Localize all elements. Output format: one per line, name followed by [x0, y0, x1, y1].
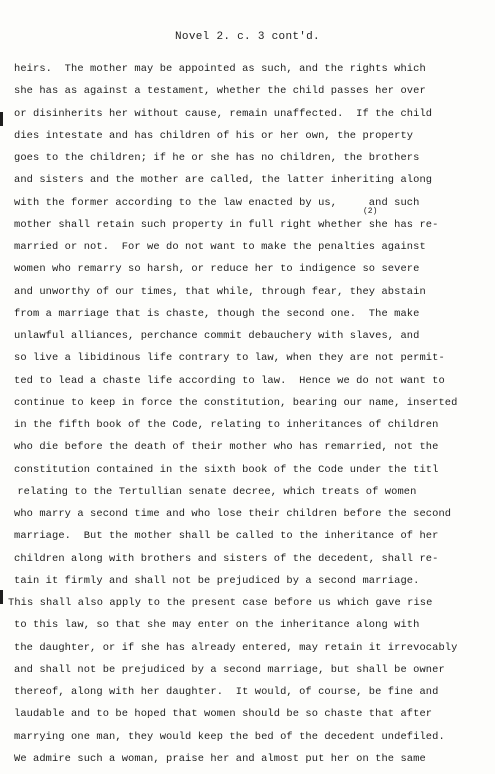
text-line: and sisters and the mother are called, the latter inheriting along — [14, 174, 433, 187]
text-line: ted to lead a chaste life according to law. Hence we do not want to — [14, 374, 445, 387]
text-line: tain it firmly and shall not be prejudiced by a second marriage. — [14, 574, 420, 587]
text-line: constitution contained in the sixth book of the Code under the titl — [14, 463, 439, 476]
text-line: and unworthy of our times, that while, through fear, they abstain — [14, 285, 426, 298]
text-line: marrying one man, they would keep the bed of the decedent undefiled. — [14, 730, 445, 743]
text-line: who marry a second time and who lose their children before the second — [14, 508, 452, 520]
text-line: who die before the death of their mother who has remarried, not the — [14, 441, 439, 454]
text-line: so live a libidinous life contrary to law, when they are not permit- — [14, 352, 445, 365]
text-line: laudable and to be hoped that women should be so chaste that after — [14, 708, 433, 721]
text-line: to this law, so that she may enter on the inheritance along with — [14, 619, 420, 632]
text-line: We admire such a woman, praise her and almost put her on the same — [14, 752, 426, 765]
text-line: continue to keep in force the constitution, bearing our name, inserted — [14, 396, 458, 409]
text-line: and shall not be prejudiced by a second marriage, but shall be owner — [14, 663, 445, 676]
text-line: thereof, along with her daughter. It would, of course, be fine and — [14, 686, 439, 698]
text-line: goes to the children; if he or she has no children, the brothers — [14, 152, 420, 164]
page-header: Novel 2. c. 3 cont'd. — [175, 31, 320, 43]
margin-mark — [0, 590, 3, 604]
text-line: from a marriage that is chaste, though the second one. The make — [14, 307, 420, 320]
text-line: marriage. But the mother shall be called to the inheritance of her — [14, 530, 439, 543]
text-line: with the former according to the law enacted by us, and such — [14, 196, 420, 209]
text-line: she has as against a testament, whether the child passes her over — [14, 85, 426, 98]
text-line: children along with brothers and sisters of the decedent, shall re- — [14, 552, 439, 565]
text-line: This shall also apply to the present case before us which gave rise — [8, 597, 433, 609]
text-line: or disinherits her without cause, remain unaffected. If the child — [14, 107, 433, 120]
text-line: mother shall retain such property in full right whether she has re- — [14, 218, 439, 231]
text-line: in the fifth book of the Code, relating to inheritances of children — [14, 419, 439, 431]
text-line: unlawful alliances, perchance commit debauchery with slaves, and — [14, 330, 420, 342]
text-line: dies intestate and has children of his or her own, the property — [14, 129, 414, 142]
footnote-marker: (2) — [363, 207, 378, 216]
text-line: women who remarry so harsh, or reduce her to indigence so severe — [14, 263, 420, 276]
margin-mark — [0, 112, 3, 126]
text-line: relating to the Tertullian senate decree, which treats of women — [11, 485, 417, 498]
text-line: the daughter, or if she has already entered, may retain it irrevocably — [14, 641, 458, 654]
text-line: married or not. For we do not want to make the penalties against — [14, 241, 426, 253]
text-line: heirs. The mother may be appointed as such, and the rights which — [14, 63, 426, 75]
